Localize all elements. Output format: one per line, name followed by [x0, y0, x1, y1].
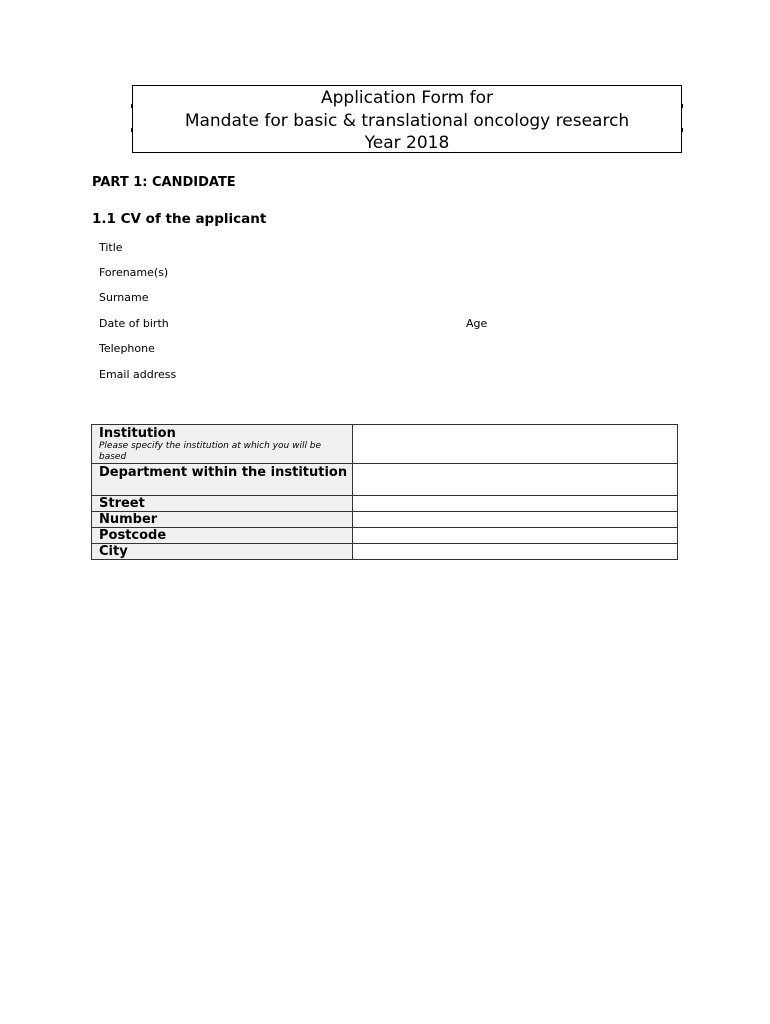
email-label: Email address	[99, 368, 177, 381]
form-title-line-1: Application Form for	[321, 88, 493, 108]
institution-label: Institution	[99, 426, 176, 441]
street-label: Street	[92, 496, 353, 512]
number-label: Number	[92, 512, 353, 528]
telephone-label: Telephone	[99, 342, 155, 355]
corner-mark	[131, 128, 133, 132]
surname-label: Surname	[99, 291, 149, 304]
table-row	[92, 528, 678, 544]
postcode-input[interactable]	[353, 528, 678, 544]
corner-mark	[131, 104, 133, 108]
institution-label-cell	[92, 425, 353, 464]
department-label: Department within the institution	[92, 464, 353, 496]
table-row	[92, 496, 678, 512]
table-row	[92, 425, 678, 464]
city-input[interactable]	[353, 544, 678, 560]
institution-table	[91, 424, 678, 560]
table-row	[92, 544, 678, 560]
city-label: City	[92, 544, 353, 560]
institution-hint: Please specify the institution at which you will be based	[99, 441, 322, 462]
forenames-label: Forename(s)	[99, 266, 169, 279]
department-input[interactable]	[353, 464, 678, 496]
part-heading: PART 1: CANDIDATE	[92, 175, 236, 190]
form-title-line-2: Mandate for basic & translational oncology research	[184, 110, 630, 131]
age-label: Age	[466, 317, 488, 330]
section-heading: 1.1 CV of the applicant	[92, 211, 267, 227]
form-title-box	[132, 85, 682, 153]
institution-input[interactable]	[353, 425, 678, 464]
title-label: Title	[99, 241, 123, 254]
postcode-label: Postcode	[92, 528, 353, 544]
date-of-birth-label: Date of birth	[99, 317, 169, 330]
street-input[interactable]	[353, 496, 678, 512]
table-row	[92, 464, 678, 496]
form-title-line-3: Year 2018	[364, 133, 450, 153]
table-row	[92, 512, 678, 528]
corner-mark	[681, 104, 683, 108]
corner-mark	[681, 128, 683, 132]
number-input[interactable]	[353, 512, 678, 528]
